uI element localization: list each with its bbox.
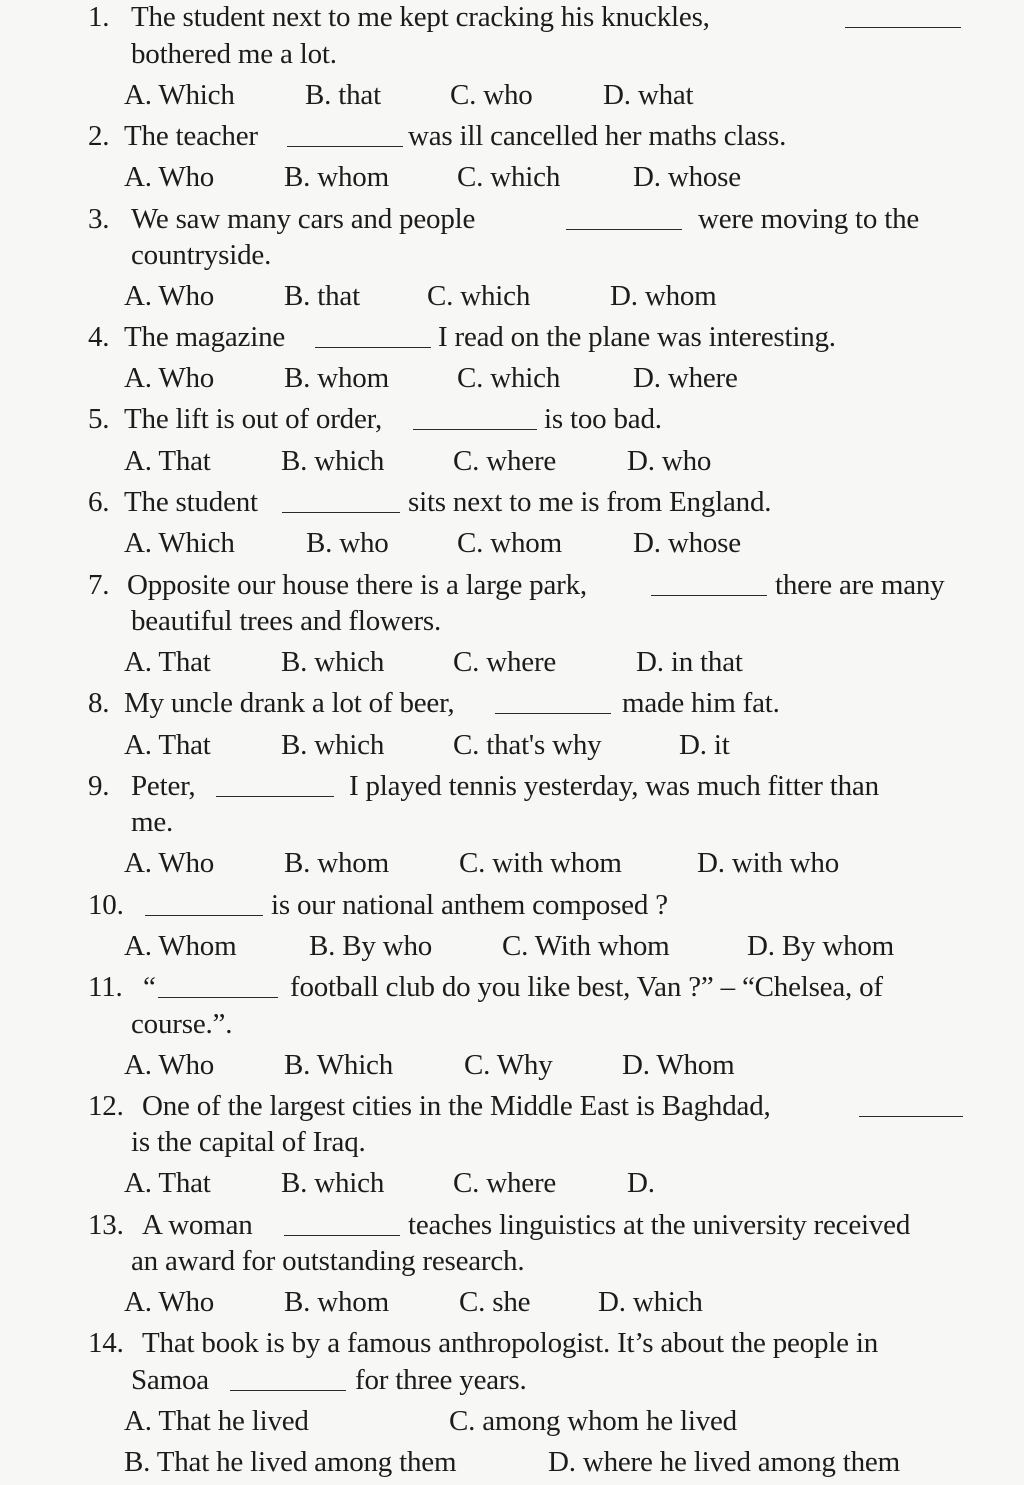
- question-text: Peter,: [131, 770, 196, 802]
- option-b[interactable]: B. whom: [284, 161, 389, 193]
- question-text: One of the largest cities in the Middle East is Baghdad,: [142, 1090, 771, 1122]
- option-c[interactable]: C. which: [457, 362, 561, 394]
- option-b[interactable]: B. whom: [284, 1286, 389, 1318]
- option-b[interactable]: B. which: [281, 1167, 385, 1199]
- question-number: 6.: [88, 486, 110, 518]
- answer-blank[interactable]: [315, 323, 431, 348]
- answer-blank[interactable]: [216, 772, 334, 797]
- option-b[interactable]: B. Which: [284, 1049, 394, 1081]
- question-text: there are many: [775, 569, 945, 601]
- question-number: 8.: [88, 687, 110, 719]
- option-c[interactable]: C. where: [453, 445, 557, 477]
- question-text: is too bad.: [544, 403, 662, 435]
- option-c[interactable]: C. which: [427, 280, 531, 312]
- option-c[interactable]: C. with whom: [459, 847, 622, 879]
- option-d[interactable]: D.: [627, 1167, 655, 1199]
- answer-blank[interactable]: [859, 1092, 963, 1117]
- option-c[interactable]: C. where: [453, 1167, 557, 1199]
- option-c[interactable]: C. whom: [457, 527, 562, 559]
- option-a[interactable]: A. Whom: [124, 930, 237, 962]
- question-number: 7.: [88, 569, 110, 601]
- option-a[interactable]: A. That: [124, 445, 211, 477]
- question-text: bothered me a lot.: [131, 38, 337, 70]
- question-text: My uncle drank a lot of beer,: [124, 687, 455, 719]
- question-number: 11.: [88, 971, 123, 1003]
- question-number: 10.: [88, 889, 124, 921]
- question-text: course.”.: [131, 1008, 233, 1040]
- question-text: is our national anthem composed ?: [271, 889, 668, 921]
- option-d[interactable]: D. where he lived among them: [548, 1446, 900, 1478]
- question-text: The teacher: [124, 120, 258, 152]
- option-c[interactable]: C. where: [453, 646, 557, 678]
- option-b[interactable]: B. That he lived among them: [124, 1446, 457, 1478]
- question-number: 5.: [88, 403, 110, 435]
- question-number: 14.: [88, 1327, 124, 1359]
- option-a[interactable]: A. Who: [124, 847, 215, 879]
- question-text: for three years.: [355, 1364, 527, 1396]
- option-d[interactable]: D. who: [627, 445, 712, 477]
- option-a[interactable]: A. Who: [124, 1049, 215, 1081]
- option-b[interactable]: B. which: [281, 729, 385, 761]
- option-c[interactable]: C. who: [450, 79, 533, 111]
- answer-blank[interactable]: [845, 3, 961, 28]
- option-d[interactable]: D. whose: [633, 527, 741, 559]
- option-a[interactable]: A. That: [124, 1167, 211, 1199]
- option-b[interactable]: B. whom: [284, 847, 389, 879]
- question-text: an award for outstanding research.: [131, 1245, 525, 1277]
- option-b[interactable]: B. By who: [309, 930, 433, 962]
- option-d[interactable]: D. which: [598, 1286, 703, 1318]
- option-b[interactable]: B. which: [281, 445, 385, 477]
- option-d[interactable]: D. what: [603, 79, 694, 111]
- question-text: I read on the plane was interesting.: [438, 321, 836, 353]
- answer-blank[interactable]: [230, 1366, 346, 1391]
- option-d[interactable]: D. Whom: [622, 1049, 735, 1081]
- answer-blank[interactable]: [651, 571, 767, 596]
- answer-blank[interactable]: [158, 973, 278, 998]
- answer-blank[interactable]: [566, 205, 682, 230]
- question-text: sits next to me is from England.: [408, 486, 772, 518]
- question-text: The lift is out of order,: [124, 403, 382, 435]
- question-number: 3.: [88, 203, 110, 235]
- question-text: were moving to the: [698, 203, 920, 235]
- option-c[interactable]: C. that's why: [453, 729, 602, 761]
- option-c[interactable]: C. she: [459, 1286, 531, 1318]
- option-a[interactable]: A. Which: [124, 79, 235, 111]
- option-a[interactable]: A. That: [124, 729, 211, 761]
- question-number: 2.: [88, 120, 110, 152]
- option-b[interactable]: B. which: [281, 646, 385, 678]
- answer-blank[interactable]: [413, 405, 537, 430]
- answer-blank[interactable]: [287, 122, 403, 147]
- question-text: We saw many cars and people: [131, 203, 476, 235]
- answer-blank[interactable]: [145, 891, 263, 916]
- option-b[interactable]: B. that: [284, 280, 360, 312]
- question-text: beautiful trees and flowers.: [131, 605, 442, 637]
- option-a[interactable]: A. Who: [124, 362, 215, 394]
- option-d[interactable]: D. in that: [636, 646, 743, 678]
- option-a[interactable]: A. Who: [124, 161, 215, 193]
- question-text: A woman: [142, 1209, 253, 1241]
- option-c[interactable]: C. With whom: [502, 930, 670, 962]
- question-text: That book is by a famous anthropologist. It’s about the people in: [142, 1327, 879, 1359]
- question-text: teaches linguistics at the university received: [408, 1209, 911, 1241]
- option-c[interactable]: C. among whom he lived: [449, 1405, 737, 1437]
- option-b[interactable]: B. who: [306, 527, 389, 559]
- option-a[interactable]: A. Who: [124, 280, 215, 312]
- option-d[interactable]: D. whom: [610, 280, 717, 312]
- open-quote: “: [143, 971, 156, 1003]
- option-a[interactable]: A. Which: [124, 527, 235, 559]
- question-number: 13.: [88, 1209, 124, 1241]
- answer-blank[interactable]: [284, 1211, 400, 1236]
- question-text: me.: [131, 806, 174, 838]
- option-d[interactable]: D. where: [633, 362, 738, 394]
- option-c[interactable]: C. Why: [464, 1049, 553, 1081]
- option-d[interactable]: D. it: [679, 729, 730, 761]
- question-text: is the capital of Iraq.: [131, 1126, 366, 1158]
- question-number: 12.: [88, 1090, 124, 1122]
- question-text: The student: [124, 486, 258, 518]
- question-text: Samoa: [131, 1364, 209, 1396]
- option-a[interactable]: A. Who: [124, 1286, 215, 1318]
- option-d[interactable]: D. By whom: [747, 930, 895, 962]
- option-b[interactable]: B. that: [305, 79, 381, 111]
- question-text: The student next to me kept cracking his knuckles,: [131, 1, 710, 33]
- option-d[interactable]: D. with who: [697, 847, 839, 879]
- option-a[interactable]: A. That: [124, 646, 211, 678]
- option-c[interactable]: C. which: [457, 161, 561, 193]
- question-text: I played tennis yesterday, was much fitter than: [349, 770, 879, 802]
- answer-blank[interactable]: [282, 488, 400, 513]
- question-number: 4.: [88, 321, 110, 353]
- option-b[interactable]: B. whom: [284, 362, 389, 394]
- question-number: 9.: [88, 770, 110, 802]
- question-text: Opposite our house there is a large park,: [127, 569, 587, 601]
- question-text: was ill cancelled her maths class.: [408, 120, 787, 152]
- question-text: football club do you like best, Van ?” – “Chelsea, of: [290, 971, 883, 1003]
- question-text: The magazine: [124, 321, 286, 353]
- answer-blank[interactable]: [495, 689, 611, 714]
- option-a[interactable]: A. That he lived: [124, 1405, 309, 1437]
- question-text: made him fat.: [622, 687, 780, 719]
- question-number: 1.: [88, 1, 110, 33]
- question-text: countryside.: [131, 239, 272, 271]
- option-d[interactable]: D. whose: [633, 161, 741, 193]
